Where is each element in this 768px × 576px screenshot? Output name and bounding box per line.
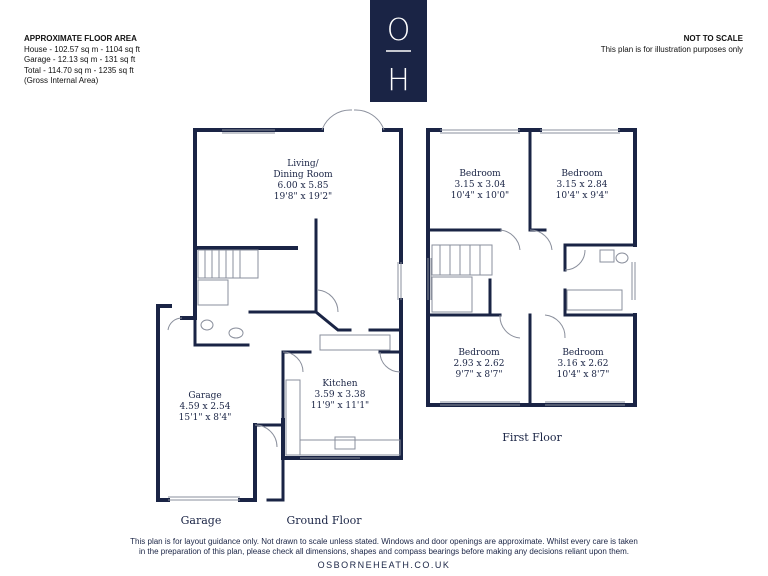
- first-floor-label: First Floor: [502, 431, 562, 444]
- floor-area-title: APPROXIMATE FLOOR AREA: [24, 34, 137, 43]
- disclaimer-line-1: This plan is for layout guidance only. Not drawn to scale unless stated. Windows and door openings are approximate. Whilst every care is taken: [130, 537, 638, 546]
- area-note: (Gross Internal Area): [24, 76, 99, 85]
- website-link[interactable]: OSBORNEHEATH.CO.UK: [317, 560, 451, 570]
- garage-west-wall: [158, 306, 168, 500]
- living-room-metric: 6.00 x 5.85: [277, 181, 329, 191]
- ground-north-wall-right: [384, 130, 401, 262]
- kitchen-metric: 3.59 x 3.38: [314, 390, 366, 400]
- bedroom-3-name: Bedroom: [458, 348, 500, 358]
- bedroom-3-metric: 2.93 x 2.62: [453, 359, 505, 369]
- garage-floor-label: Garage: [180, 514, 222, 527]
- living-room-imperial: 19'8" x 19'2": [273, 192, 333, 202]
- house-area: House - 102.57 sq m - 1104 sq ft: [24, 44, 140, 54]
- disclaimer: [0, 537, 768, 557]
- kitchen-name: Kitchen: [322, 379, 358, 389]
- bedroom-3-imperial: 9'7" x 8'7": [455, 370, 503, 380]
- total-area: Total - 114.70 sq m - 1235 sq ft: [24, 65, 134, 75]
- bedroom-2-imperial: 10'4" x 9'4": [555, 191, 609, 201]
- bedroom-1-name: Bedroom: [459, 169, 501, 179]
- garage-imperial: 15'1" x 8'4": [178, 413, 232, 423]
- garage-name: Garage: [188, 391, 222, 401]
- logo-letter-h: H: [387, 63, 410, 98]
- garage-east-wall: [240, 425, 255, 500]
- bedroom-2-metric: 3.15 x 2.84: [556, 180, 608, 190]
- garage-metric: 4.59 x 2.54: [179, 402, 231, 412]
- bedroom-4-name: Bedroom: [562, 348, 604, 358]
- bedroom-4-imperial: 10'4" x 8'7": [556, 370, 610, 380]
- disclaimer-line-2: in the preparation of this plan, please check all dimensions, shapes and compass bearings before making any decisions reliant upon them.: [138, 547, 630, 556]
- bedroom-4-metric: 3.16 x 2.62: [557, 359, 609, 369]
- living-room-name-2: Dining Room: [273, 170, 333, 180]
- logo-letter-o: O: [386, 13, 411, 48]
- first-outer-north-east: [620, 130, 635, 245]
- bedroom-1-imperial: 10'4" x 10'0": [450, 191, 510, 201]
- scale-title: NOT TO SCALE: [683, 34, 743, 43]
- bedroom-1-metric: 3.15 x 3.04: [454, 180, 506, 190]
- ground-floor-label: Ground Floor: [286, 514, 362, 527]
- garage-area: Garage - 12.13 sq m - 131 sq ft: [24, 55, 136, 64]
- scale-note: This plan is for illustration purposes only: [600, 44, 743, 54]
- kitchen-imperial: 11'9" x 11'1": [310, 401, 370, 411]
- bedroom-2-name: Bedroom: [561, 169, 603, 179]
- living-room-name-1: Living/: [287, 159, 319, 169]
